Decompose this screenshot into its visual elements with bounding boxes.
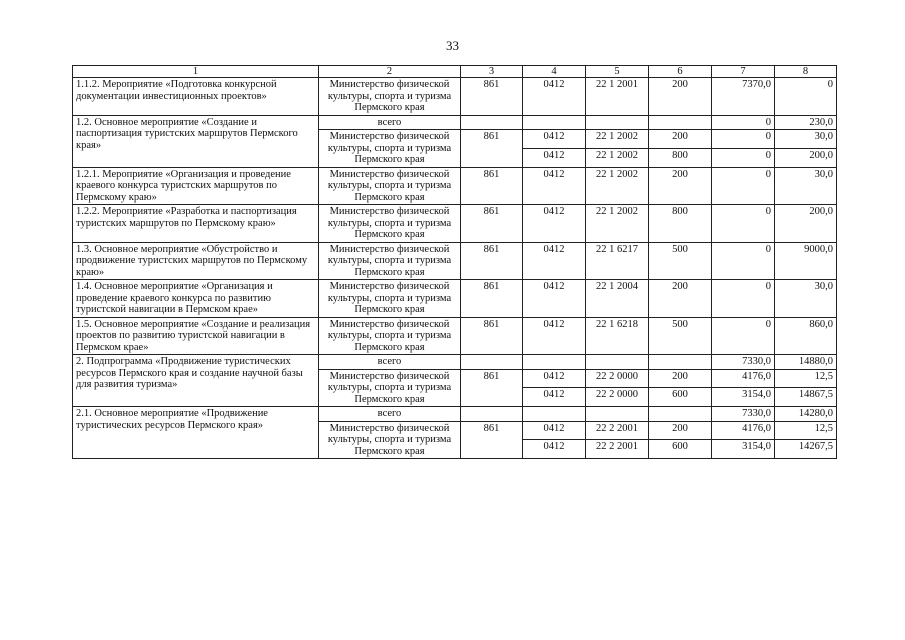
amount-cell: 0 [712,167,775,205]
code-cell [461,355,523,370]
amount-cell: 200,0 [775,205,837,243]
code-cell: 0412 [523,440,586,459]
table-row [73,115,837,130]
amount-cell: 30,0 [775,280,837,318]
code-cell [523,407,586,422]
table-row [73,242,837,280]
code-cell: 200 [649,369,712,388]
amount-cell: 3154,0 [712,440,775,459]
code-cell: 0412 [523,130,586,149]
code-cell: 500 [649,317,712,355]
amount-cell: 12,5 [775,421,837,440]
code-cell: 22 1 2002 [586,205,649,243]
amount-cell: 7370,0 [712,78,775,116]
code-cell: 22 1 6218 [586,317,649,355]
code-cell: 0412 [523,317,586,355]
code-cell: 22 2 0000 [586,388,649,407]
amount-cell: 0 [712,242,775,280]
amount-cell: 0 [775,78,837,116]
code-cell: 0412 [523,167,586,205]
code-cell: 600 [649,388,712,407]
header-cell: 5 [586,66,649,78]
table-row [73,355,837,370]
code-cell: 0412 [523,242,586,280]
header-cell: 7 [712,66,775,78]
amount-cell: 30,0 [775,167,837,205]
executor: Министерство физической культуры, спорта и туризма Пермского края [319,78,461,116]
code-cell: 861 [461,130,523,168]
code-cell: 200 [649,78,712,116]
amount-cell: 0 [712,115,775,130]
header-cell: 2 [319,66,461,78]
code-cell: 0412 [523,205,586,243]
code-cell: 22 1 2002 [586,167,649,205]
activity-name: 1.3. Основное мероприятие «Обустройство и продвижение туристских маршрутов по Пермскому краю» [73,242,319,280]
code-cell: 22 1 2002 [586,148,649,167]
code-cell: 861 [461,167,523,205]
code-cell: 800 [649,148,712,167]
activity-name: 1.4. Основное мероприятие «Организация и проведение краевого конкурса по развитию туристской навигации в Пермском крае» [73,280,319,318]
activity-name: 1.2.2. Мероприятие «Разработка и паспортизация туристских маршрутов по Пермскому краю» [73,205,319,243]
executor: Министерство физической культуры, спорта и туризма Пермского края [319,369,461,407]
amount-cell: 230,0 [775,115,837,130]
code-cell: 22 2 2001 [586,440,649,459]
header-cell: 3 [461,66,523,78]
table-row [73,280,837,318]
code-cell [523,115,586,130]
code-cell: 500 [649,242,712,280]
table-row [73,167,837,205]
amount-cell: 4176,0 [712,369,775,388]
activity-name: 2. Подпрограмма «Продвижение туристических ресурсов Пермского края и создание научной базы для развития туризма» [73,355,319,407]
activity-name: 1.5. Основное мероприятие «Создание и реализация проектов по развитию туристской навигации в Пермском крае» [73,317,319,355]
code-cell: 200 [649,280,712,318]
code-cell: 22 2 2001 [586,421,649,440]
executor: Министерство физической культуры, спорта и туризма Пермского края [319,317,461,355]
executor: Министерство физической культуры, спорта и туризма Пермского края [319,205,461,243]
header-cell: 6 [649,66,712,78]
code-cell: 0412 [523,421,586,440]
code-cell: 861 [461,205,523,243]
code-cell [461,115,523,130]
amount-cell: 200,0 [775,148,837,167]
executor: всего [319,355,461,370]
code-cell [586,407,649,422]
amount-cell: 14880,0 [775,355,837,370]
amount-cell: 4176,0 [712,421,775,440]
header-row [73,66,837,78]
activity-name: 1.2. Основное мероприятие «Создание и паспортизация туристских маршрутов Пермского края» [73,115,319,167]
amount-cell: 0 [712,205,775,243]
table-row [73,78,837,116]
table-row [73,317,837,355]
executor: Министерство физической культуры, спорта и туризма Пермского края [319,242,461,280]
executor: Министерство физической культуры, спорта и туризма Пермского края [319,167,461,205]
code-cell: 0412 [523,78,586,116]
code-cell [649,355,712,370]
amount-cell: 3154,0 [712,388,775,407]
header-cell: 4 [523,66,586,78]
code-cell [461,407,523,422]
code-cell: 861 [461,280,523,318]
code-cell: 861 [461,369,523,407]
amount-cell: 0 [712,130,775,149]
amount-cell: 14280,0 [775,407,837,422]
code-cell [649,115,712,130]
amount-cell: 14267,5 [775,440,837,459]
code-cell: 200 [649,421,712,440]
code-cell: 22 2 0000 [586,369,649,388]
code-cell: 200 [649,167,712,205]
table-row [73,407,837,422]
amount-cell: 30,0 [775,130,837,149]
executor: всего [319,115,461,130]
code-cell: 22 1 2002 [586,130,649,149]
code-cell: 22 1 2001 [586,78,649,116]
code-cell: 800 [649,205,712,243]
header-cell: 1 [73,66,319,78]
code-cell: 0412 [523,148,586,167]
code-cell: 600 [649,440,712,459]
amount-cell: 0 [712,317,775,355]
code-cell: 22 1 2004 [586,280,649,318]
page-number: 33 [446,38,459,53]
activity-name: 1.2.1. Мероприятие «Организация и проведение краевого конкурса туристских маршрутов по Пермскому краю» [73,167,319,205]
code-cell: 22 1 6217 [586,242,649,280]
amount-cell: 12,5 [775,369,837,388]
code-cell [586,355,649,370]
amount-cell: 9000,0 [775,242,837,280]
activity-name: 1.1.2. Мероприятие «Подготовка конкурсной документации инвестиционных проектов» [73,78,319,116]
code-cell: 861 [461,242,523,280]
activity-name: 2.1. Основное мероприятие «Продвижение туристических ресурсов Пермского края» [73,407,319,459]
code-cell: 0412 [523,369,586,388]
amount-cell: 860,0 [775,317,837,355]
executor: Министерство физической культуры, спорта и туризма Пермского края [319,421,461,459]
amount-cell: 7330,0 [712,407,775,422]
code-cell: 861 [461,78,523,116]
code-cell [586,115,649,130]
amount-cell: 14867,5 [775,388,837,407]
code-cell: 0412 [523,388,586,407]
executor: Министерство физической культуры, спорта и туризма Пермского края [319,280,461,318]
budget-table [72,65,837,459]
code-cell [649,407,712,422]
executor: всего [319,407,461,422]
code-cell: 200 [649,130,712,149]
amount-cell: 0 [712,148,775,167]
amount-cell: 7330,0 [712,355,775,370]
amount-cell: 0 [712,280,775,318]
code-cell [523,355,586,370]
table-row [73,205,837,243]
header-cell: 8 [775,66,837,78]
executor: Министерство физической культуры, спорта и туризма Пермского края [319,130,461,168]
code-cell: 0412 [523,280,586,318]
code-cell: 861 [461,317,523,355]
code-cell: 861 [461,421,523,459]
